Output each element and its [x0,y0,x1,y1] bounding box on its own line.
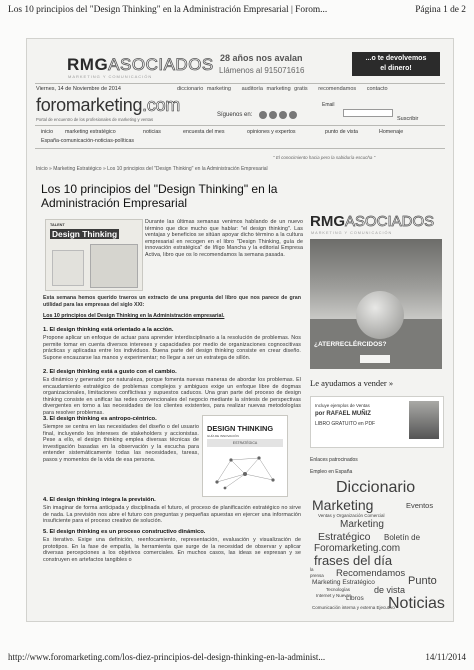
divider [35,148,445,149]
article-lead: Esta semana hemos querido traeros un extracto de una pregunta del libro que nos parece de gran utilidad para las empresas del siglo XXI: [43,295,301,308]
book-cover-tag: TALENT [50,223,65,227]
cat-nav-opiniones[interactable]: opiniones y expertos [247,129,296,135]
tag-cloud-item[interactable]: Ventas y Organización Comercial [318,513,385,518]
tag-cloud-item[interactable]: la [310,567,314,572]
subscribe-button[interactable]: Suscribir [397,116,419,122]
top-ad-logo-thin: ASOCIADOS [108,55,214,74]
site-date: Viernes, 14 de Noviembre de 2014 [36,86,121,92]
cat-nav-espana[interactable]: España-comunicación-noticias-políticas [41,138,135,144]
tag-cloud-item[interactable]: Marketing [340,519,384,530]
tag-cloud-item[interactable]: frases del día [314,553,393,568]
category-nav [35,127,445,147]
section-1-body: Propone aplicar un enfoque de actuar para aprender interdisciplinario a la resolución de problemas. Nos permite tomar en cuenta diversos intereses y capacidades por medio de organizaciones cognoscitivas prácticas y aplicadas entre los individuos. Buena parte del design thinking consiste en crear diseño. Supone encauzarse las manos y experimentar; no llegar a ser un estratega de sillón. [43,335,301,361]
cat-nav-homenaje[interactable]: Homenaje [379,129,404,135]
tag-cloud-item[interactable]: Recomendamos [336,568,406,579]
sales-ad-line3: LIBRO GRATUITO en PDF [315,421,376,427]
book2-band: ESTRATÉGICA [207,439,283,447]
print-footer-date: 14/11/2014 [425,652,466,662]
section-3-heading: 3. El design thinking es antropo-céntrico. [43,416,157,422]
book2-network-illustration [211,452,279,492]
email-input[interactable] [343,109,393,117]
section-2-body: Es dinámico y generador por naturaleza, porque fomenta nuevas maneras de abordar los problemas. El encaudamiento estratégico de problemas complejos y ambiguos exige un enfoque libre de dogmas organizacionales, limitaciones conflictivas y supuestos caducos. Una gran parte del proceso de design thinking consiste en unificar las redes convencionales del negocio mediante la síntesis de perspectivas divergentes en torno a las necesidades de los clientes existentes, para realizar nuevas metodologías para resolver problemas. [43,377,301,416]
cat-nav-estrategico[interactable]: marketing estratégico [65,129,116,135]
top-nav-contact[interactable]: contacto [366,86,388,92]
top-nav-audit[interactable]: auditoría marketing gratis [241,86,308,92]
sales-ad-line2: por RAFAEL MUÑIZ [315,411,371,417]
sidebar-ad-text: ¿ATERRECLÉRCIDOS? [314,341,387,348]
top-nav-dictionary[interactable]: diccionario marketing [177,86,231,92]
cat-nav-noticias[interactable]: noticias [143,129,161,135]
tag-cloud-item[interactable]: Foromarketing.com [314,543,401,554]
divider [35,83,445,84]
site-logo-com: .com [142,95,180,115]
email-label: Email [322,102,335,108]
tag-cloud-item[interactable]: Estratégico [318,531,371,543]
site-quote: " El conocimiento hacia pero la sabiduría escucha " [273,155,376,160]
sidebar-logo-sub: MARKETING Y COMUNICACIÓN [311,231,393,235]
top-ad-money-back[interactable] [352,52,440,76]
print-header-title: Los 10 principios del "Design Thinking" en la Administración Empresarial | Forom... [8,5,328,15]
section-4-heading: 4. El design thinking integra la previsión. [43,497,156,503]
breadcrumb: Inicio » Marketing Estratégico » Los 10 principios del "Design Thinking" en la Administración Empresarial [36,166,268,172]
sidebar-banner-ad[interactable] [310,239,442,369]
tag-cloud-item[interactable]: Noticias [388,595,445,612]
top-ad-money-line2: el dinero! [380,65,412,72]
cat-nav-encuesta[interactable]: encuesta del mes [183,129,225,135]
book-cover-illustration [52,250,84,286]
facebook-icon[interactable] [259,111,267,119]
section-1-heading: 1. El design thinking está orientado a la acción. [43,327,174,333]
twitter-icon[interactable] [269,111,277,119]
section-5-heading: 5. El design thinking es un proceso constructivo dinámico. [43,529,206,535]
section-3-body: Siempre se centra en las necesidades del diseño o del usuario final, incluyendo los intereses de stakeholders y accionistas. Pese a ello, el design thinking emplea diversas técnicas de investigación basadas en la observación y la escucha para entender sistemáticamente todas las necesidades, tareas, pasos y momentos de la vida de esa persona. [43,424,199,463]
jobs-link[interactable]: Empleo en España [310,469,353,475]
tag-cloud-item[interactable]: de vista [374,585,406,595]
top-ad-phone: Llámenos al 915071616 [219,66,305,75]
print-footer-url: http://www.foromarketing.com/los-diez-principios-del-design-thinking-en-la-administ... [8,652,326,662]
article-principles-link[interactable]: Los 10 principios del Design Thinking en la Administración empresarial. [43,313,225,319]
top-ad-years: 28 años nos avalan [220,53,303,63]
scanned-page [26,38,454,622]
sponsored-links-heading: Enlaces patrocinados [310,457,358,463]
tag-cloud-item[interactable]: Diccionario [336,479,416,496]
linkedin-icon[interactable] [279,111,287,119]
article-intro: Durante las últimas semanas venimos hablando de un nuevo término que dice mucho que hablar: "el design thinking". Las ventajas y beneficios se sitúan apoyar dicho término a la cultura empresarial en recogen en el libro "Design Thinking, guía de innovación estratégica" de Iñigo Mancha y la editorial Empresa Activa, libro que os lo recomendamos la semana pasada. [145,219,303,258]
article-title: Los 10 principios del "Design Thinking" en la Administración Empresarial [41,182,278,210]
sales-book-ad[interactable] [310,396,444,448]
tag-cloud-item[interactable]: Boletín de [384,533,421,542]
top-ad-money-line1: ...o te devolvemos [365,55,427,62]
book-cover-title: Design Thinking [52,229,118,239]
tag-cloud-item[interactable]: Marketing Estratégico [312,579,375,586]
help-sell-link[interactable]: Le ayudamos a vender » [310,378,394,388]
book-cover-guia[interactable] [202,415,288,497]
tag-cloud-item[interactable]: Marketing [312,497,374,513]
top-ad-logo-bold: RMG [67,55,109,74]
sidebar-ad-logo[interactable] [310,213,434,230]
cat-nav-inicio[interactable]: inicio [41,129,54,135]
follow-label: Síguenos en: [217,112,253,118]
tag-cloud-item[interactable]: Libros [346,595,364,602]
site-logo-foro: foro [36,95,66,115]
divider [35,125,445,126]
top-nav [177,86,388,92]
author-photo [409,401,439,439]
rss-icon[interactable] [289,111,297,119]
cat-nav-punto[interactable]: punto de vista [325,129,358,135]
sidebar-ad-sphere [356,291,404,339]
book2-subtitle: GUÍA DE INNOVACIÓN [207,434,239,438]
print-header-page: Página 1 de 2 [415,5,466,15]
top-ad-logo-sub: MARKETING Y COMUNICACIÓN [68,74,153,79]
book-cover-photo [90,244,138,288]
tag-cloud-item[interactable]: Eventos [406,501,434,510]
sales-ad-line1: Incluye ejemplos de Ventas [315,403,370,408]
tag-cloud-item[interactable]: prensa [310,573,324,578]
section-5-body: Es iterativo. Exige una definición, reenfocamiento, representación, evaluación y visualización de prototipos. En la fase de empatía, la herramienta que surge de la necesidad de observar y aplicar diversas percepciones a los objetivos comerciales. En muchos casos, las ideas se expresan y se construyen en artefactos tangibles o [43,537,301,563]
top-nav-recommend[interactable]: recomendamos [318,86,357,92]
book2-title: DESIGN THINKING [207,424,274,433]
tag-cloud-item[interactable]: Internet y Nuevas [316,593,352,598]
tag-cloud-item[interactable]: Comunicación interna y externa Ejecutivo [312,605,395,610]
site-logo[interactable] [36,95,180,116]
section-4-body: Sin imaginar de forma anticipada y disciplinada el futuro, el proceso de planificación estratégico no sirve de nada. La previsión nos abre el futuro con preguntas y pequeñas apuestas en ejercer una información insuficiente para el proceso creativo de solución. [43,505,301,525]
tag-cloud-item[interactable]: Tecnologías [326,587,351,592]
tag-cloud-item[interactable]: Punto [408,575,437,587]
sidebar-logo-thin: ASOCIADOS [345,213,435,230]
sidebar-logo-bold: RMG [310,213,345,230]
site-tagline: Portal de encuentro de los profesionales de marketing y ventas [36,117,154,122]
section-2-heading: 2. El design thinking está a gusto con el cambio. [43,369,177,375]
site-logo-marketing: marketing [65,95,143,115]
sidebar-ad-button[interactable] [360,355,390,363]
book-cover-design-thinking[interactable] [45,219,143,291]
tag-cloud [310,477,445,612]
top-ad-logo[interactable] [67,55,214,75]
